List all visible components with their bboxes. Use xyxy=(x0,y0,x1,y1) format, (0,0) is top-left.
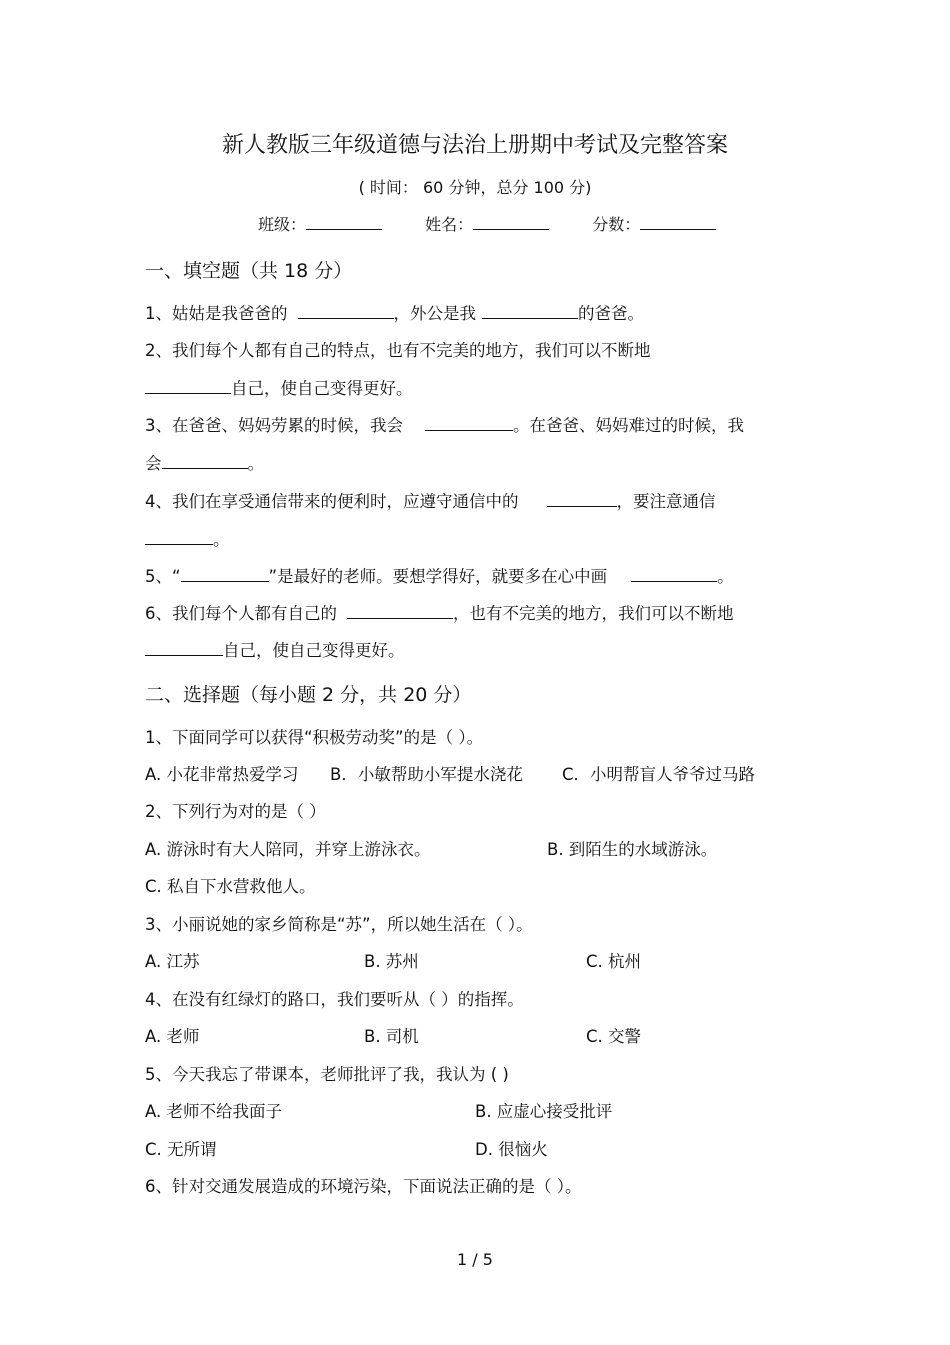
option[interactable]: B. 司机 xyxy=(364,1027,419,1046)
option[interactable]: C．小明帮盲人爷爷过马路 xyxy=(562,765,756,784)
exam-meta: ( 时间： 60 分钟，总分 100 分) xyxy=(358,178,592,197)
class-field[interactable]: 班级： xyxy=(258,212,382,235)
score-field[interactable]: 分数： xyxy=(592,212,716,235)
question-line: 2、我们每个人都有自己的特点，也有不完美的地方，我们可以不断地 xyxy=(145,341,651,360)
option[interactable]: B．小敏帮助小军提水浇花 xyxy=(330,765,523,784)
question-line: 1、姑姑是我爸爸的 ，外公是我 的爸爸。 xyxy=(145,304,644,323)
option[interactable]: A. 小花非常热爱学习 xyxy=(145,765,299,784)
question-text: 3、小丽说她的家乡简称是“苏”，所以她生活在（ ）。 xyxy=(145,915,533,934)
option[interactable]: C. 杭州 xyxy=(586,952,642,971)
option[interactable]: A. 江苏 xyxy=(145,952,200,971)
option[interactable]: D. 很恼火 xyxy=(475,1140,548,1159)
question-line: 5、“ ”是最好的老师。要想学得好，就要多在心中画 。 xyxy=(145,567,734,586)
question-line: 自己，使自己变得更好。 xyxy=(145,375,413,399)
option[interactable]: A. 老师不给我面子 xyxy=(145,1102,282,1121)
section-heading-fill-in: 一、填空题（共 18 分） xyxy=(145,260,353,282)
question-line: 3、在爸爸、妈妈劳累的时候，我会 。在爸爸、妈妈难过的时候，我 xyxy=(145,416,744,435)
option[interactable]: B. 应虚心接受批评 xyxy=(475,1102,613,1121)
question-text: 6、针对交通发展造成的环境污染，下面说法正确的是（ ）。 xyxy=(145,1177,582,1196)
option[interactable]: C. 交警 xyxy=(586,1027,642,1046)
question-line: 会 。 xyxy=(145,454,264,473)
question-line: 4、我们在享受通信带来的便利时，应遵守通信中的 ，要注意通信 xyxy=(145,492,716,511)
question-text: 5、今天我忘了带课本，老师批评了我，我认为 ( ) xyxy=(145,1065,509,1084)
question-text: 4、在没有红绿灯的路口，我们要听从（ ）的指挥。 xyxy=(145,990,524,1009)
section-heading-choice: 二、选择题（每小题 2 分，共 20 分） xyxy=(145,684,472,706)
option[interactable]: A. 游泳时有大人陪同，并穿上游泳衣。 xyxy=(145,840,431,859)
option[interactable]: B. 到陌生的水域游泳。 xyxy=(547,840,718,859)
question-line: 6、我们每个人都有自己的 ，也有不完美的地方，我们可以不断地 xyxy=(145,604,734,623)
option[interactable]: C. 无所谓 xyxy=(145,1140,217,1159)
question-text: 2、下列行为对的是（ ） xyxy=(145,802,326,821)
option[interactable]: A. 老师 xyxy=(145,1027,200,1046)
question-text: 1、下面同学可以获得“积极劳动奖”的是（ ）。 xyxy=(145,728,484,747)
name-field[interactable]: 姓名： xyxy=(425,212,549,235)
question-line: 自己，使自己变得更好。 xyxy=(145,637,405,661)
question-line: 。 xyxy=(145,526,230,550)
page-title: 新人教版三年级道德与法治上册期中考试及完整答案 xyxy=(221,133,728,158)
student-fields xyxy=(258,212,716,235)
option[interactable]: C. 私自下水营救他人。 xyxy=(145,877,316,896)
page-number: 1 / 5 xyxy=(457,1250,493,1269)
option[interactable]: B. 苏州 xyxy=(364,952,419,971)
